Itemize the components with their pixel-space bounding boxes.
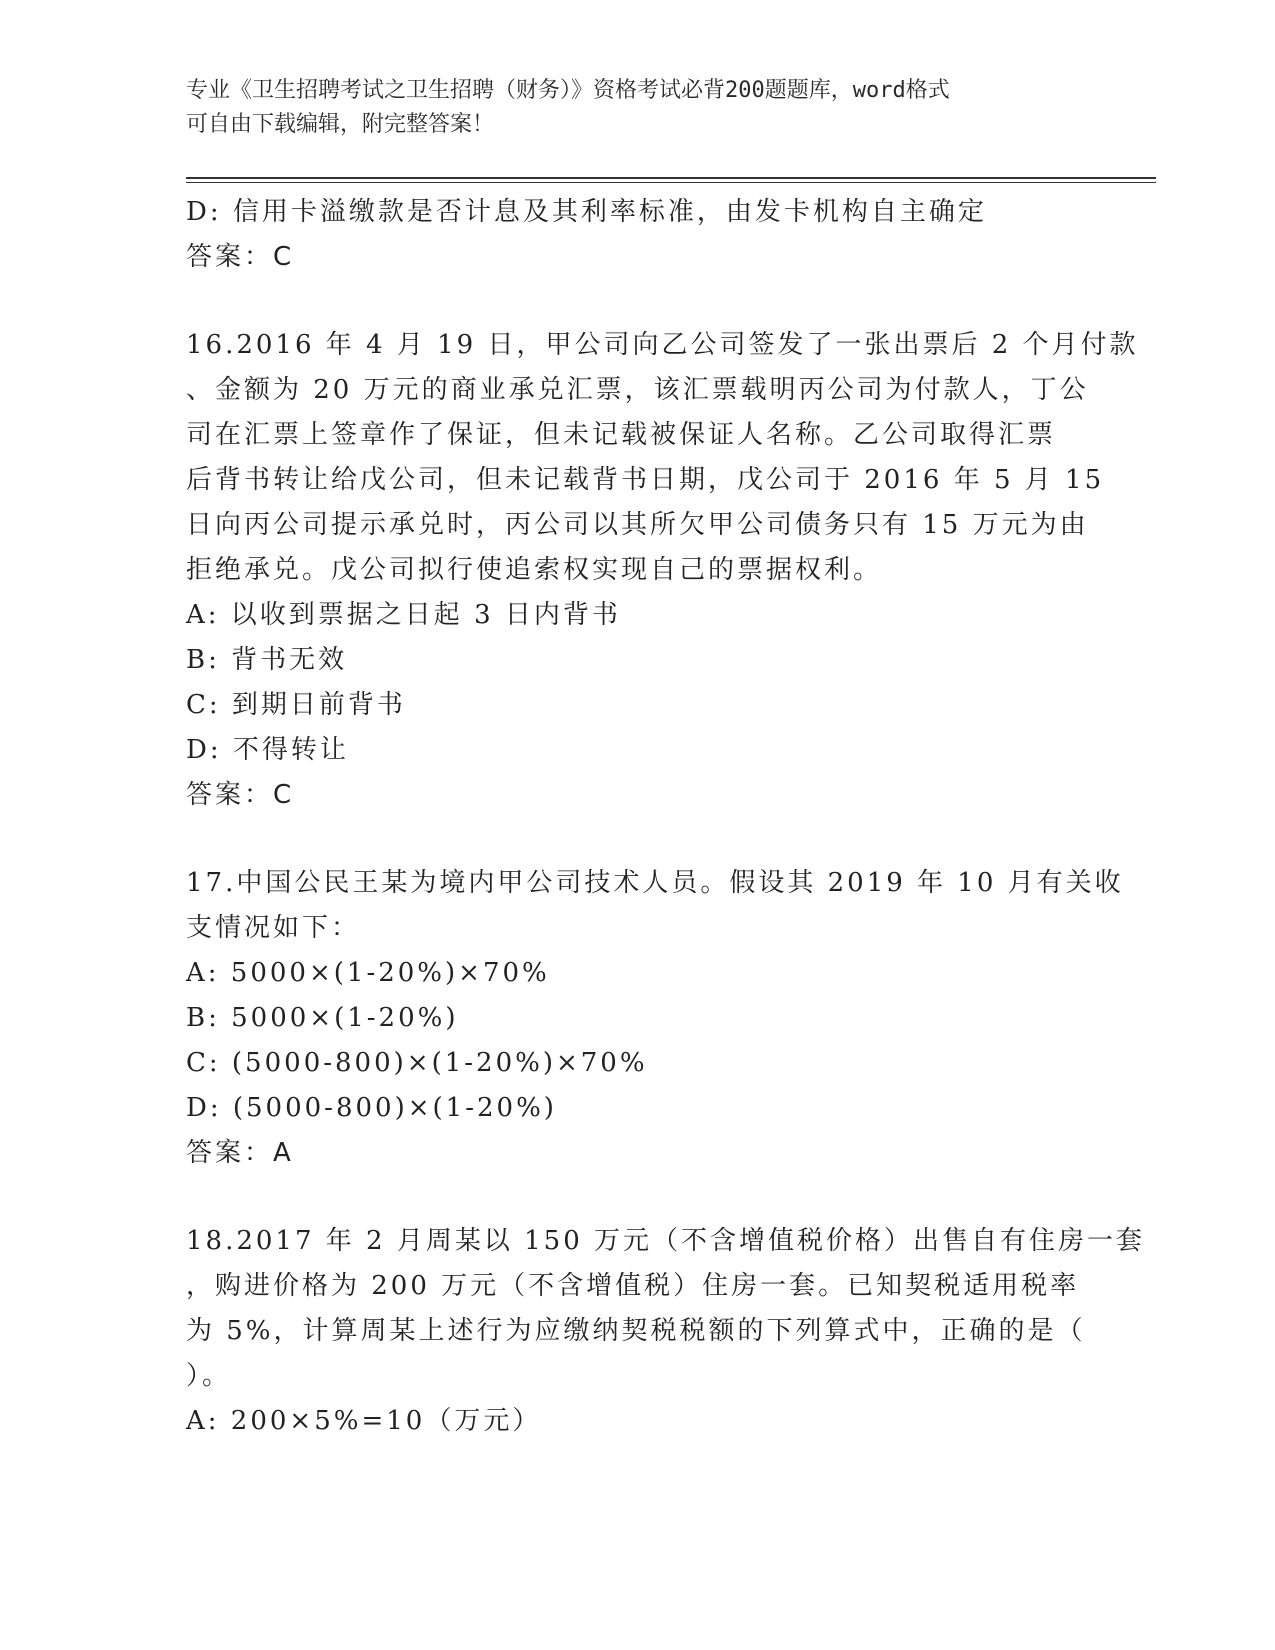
document-header bbox=[186, 74, 1086, 142]
question-17-option-c: C: (5000-800)×(1-20%)×70% bbox=[186, 1048, 648, 1078]
question-16-line: 拒绝承兑。戊公司拟行使追索权实现自己的票据权利。 bbox=[186, 555, 883, 585]
question-18-line: 为 5%，计算周某上述行为应缴纳契税税额的下列算式中，正确的是（ bbox=[186, 1316, 1086, 1346]
spacer bbox=[186, 818, 1086, 861]
question-16-line: 后背书转让给戊公司，但未记载背书日期，戊公司于 2016 年 5 月 15 bbox=[186, 465, 1105, 495]
question-16-option-b: B: 背书无效 bbox=[186, 645, 348, 675]
prev-answer: 答案：C bbox=[186, 242, 295, 272]
question-content bbox=[186, 190, 1146, 1444]
prev-option-d: D: 信用卡溢缴款是否计息及其利率标准，由发卡机构自主确定 bbox=[186, 197, 987, 227]
question-18 bbox=[186, 1219, 1146, 1444]
question-17-option-a: A: 5000×(1-20%)×70% bbox=[186, 958, 550, 988]
header-line-2: 可自由下载编辑，附完整答案！ bbox=[186, 112, 495, 137]
question-16-line: 16.2016 年 4 月 19 日，甲公司向乙公司签发了一张出票后 2 个月付款 bbox=[186, 330, 1139, 360]
question-17 bbox=[186, 861, 1124, 1176]
question-16 bbox=[186, 323, 1139, 818]
question-16-option-a: A: 以收到票据之日起 3 日内背书 bbox=[186, 600, 621, 630]
header-divider bbox=[186, 177, 1156, 183]
question-18-line: ）。 bbox=[186, 1361, 232, 1391]
question-18-line: ，购进价格为 200 万元（不含增值税）住房一套。已知契税适用税率 bbox=[186, 1271, 1080, 1301]
question-17-answer: 答案：A bbox=[186, 1138, 294, 1168]
spacer bbox=[186, 1176, 1086, 1219]
question-16-option-d: D: 不得转让 bbox=[186, 735, 349, 765]
question-16-line: 日向丙公司提示承兑时，丙公司以其所欠甲公司债务只有 15 万元为由 bbox=[186, 510, 1089, 540]
question-18-line: 18.2017 年 2 月周某以 150 万元（不含增值税价格）出售自有住房一套 bbox=[186, 1226, 1146, 1256]
question-16-option-c: C: 到期日前背书 bbox=[186, 690, 406, 720]
question-18-option-a: A: 200×5%=10（万元） bbox=[186, 1406, 542, 1436]
question-17-option-b: B: 5000×(1-20%) bbox=[186, 1003, 459, 1033]
header-line-1: 专业《卫生招聘考试之卫生招聘（财务）》资格考试必背200题题库，word格式 bbox=[186, 78, 950, 103]
question-17-line: 支情况如下： bbox=[186, 913, 361, 943]
question-16-line: 、金额为 20 万元的商业承兑汇票，该汇票载明丙公司为付款人，丁公 bbox=[186, 375, 1089, 405]
question-17-line: 17.中国公民王某为境内甲公司技术人员。假设其 2019 年 10 月有关收 bbox=[186, 868, 1124, 898]
question-16-answer: 答案：C bbox=[186, 780, 295, 810]
question-16-line: 司在汇票上签章作了保证，但未记载被保证人名称。乙公司取得汇票 bbox=[186, 420, 1057, 450]
question-17-option-d: D: (5000-800)×(1-20%) bbox=[186, 1093, 557, 1123]
spacer bbox=[186, 280, 1086, 323]
